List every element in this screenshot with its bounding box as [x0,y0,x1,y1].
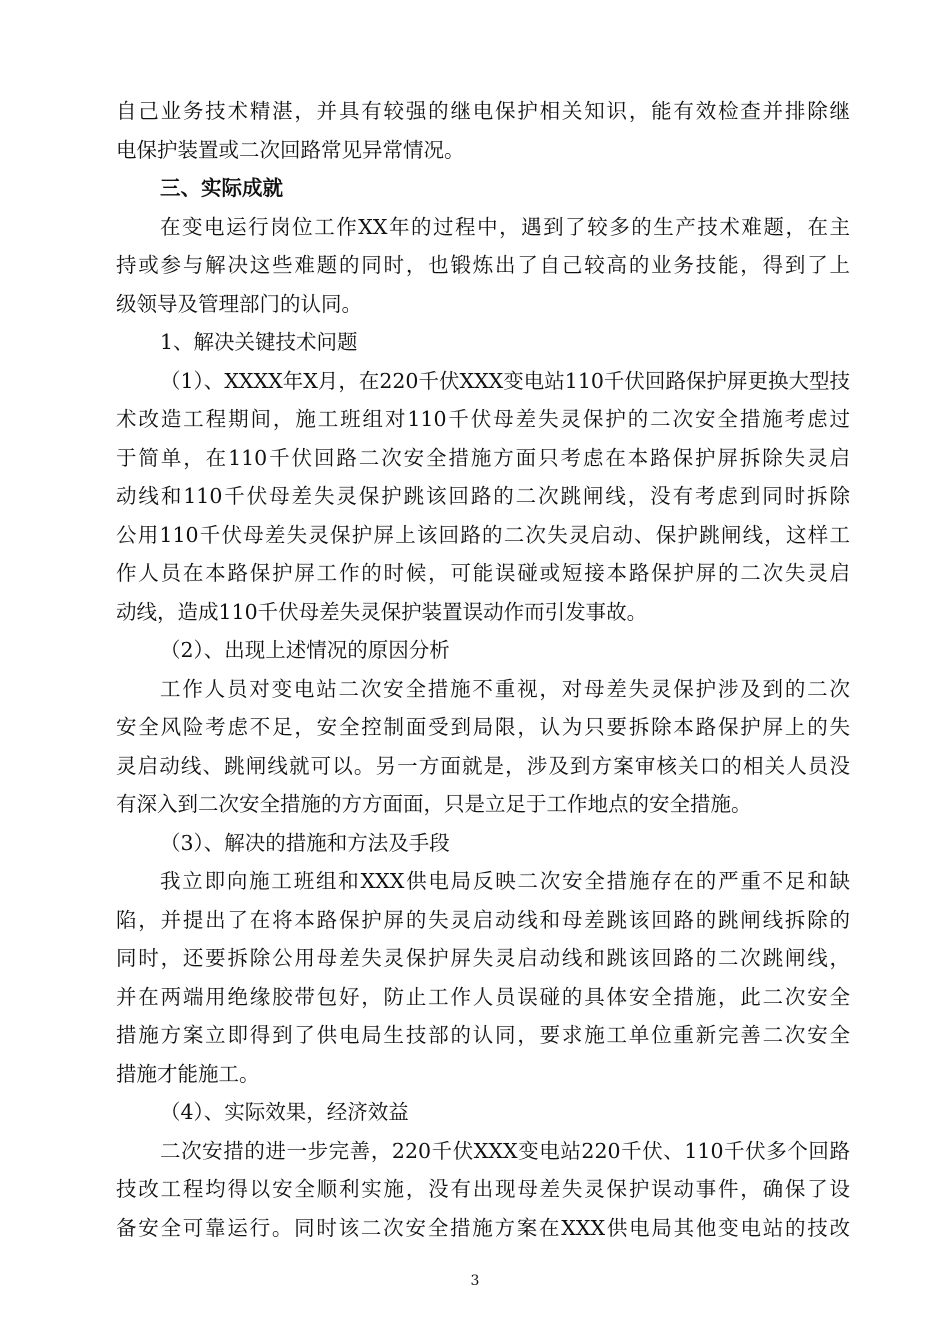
paragraph-line: 动线和110千伏母差失灵保护跳该回路的二次跳闸线，没有考虑到同时拆除 [116,484,850,508]
paragraph-line: 陷，并提出了在将本路保护屏的失灵启动线和母差跳该回路的跳闸线拆除的 [116,908,850,932]
paragraph-line: 自己业务技术精湛，并具有较强的继电保护相关知识，能有效检查并排除继 [116,99,850,123]
paragraph-line: 于简单，在110千伏回路二次安全措施方面只考虑在本路保护屏拆除失灵启 [116,446,850,470]
paragraph-line: 我立即向施工班组和XXX供电局反映二次安全措施存在的严重不足和缺 [160,869,850,893]
paragraph-line: 工作人员对变电站二次安全措施不重视，对母差失灵保护涉及到的二次 [160,677,850,701]
paragraph-line: 公用110千伏母差失灵保护屏上该回路的二次失灵启动、保护跳闸线，这样工 [116,523,850,547]
paragraph-line: 技改工程均得以安全顺利实施，没有出现母差失灵保护误动事件，确保了设 [116,1177,850,1201]
paragraph-line: 措施才能施工。 [116,1062,260,1086]
paragraph-line: （1）、XXXX年X月，在220千伏XXX变电站110千伏回路保护屏更换大型技 [160,369,850,393]
paragraph-line: 灵启动线、跳闸线就可以。另一方面就是，涉及到方案审核关口的相关人员没 [116,754,850,778]
paragraph-line: 并在两端用绝缘胶带包好，防止工作人员误碰的具体安全措施，此二次安全 [116,985,850,1009]
paragraph-line: 动线，造成110千伏母差失灵保护装置误动作而引发事故。 [116,600,648,624]
subsection-heading: 1、解决关键技术问题 [160,330,358,354]
paragraph-line: 电保护装置或二次回路常见异常情况。 [116,138,465,162]
paragraph-line: 二次安措的进一步完善，220千伏XXX变电站220千伏、110千伏多个回路 [160,1139,850,1163]
subsection-heading: （2）、出现上述情况的原因分析 [160,638,450,662]
paragraph-line: 术改造工程期间，施工班组对110千伏母差失灵保护的二次安全措施考虑过 [116,407,850,431]
paragraph-line: 备安全可靠运行。同时该二次安全措施方案在XXX供电局其他变电站的技改 [116,1216,850,1240]
paragraph-line: 作人员在本路保护屏工作的时候，可能误碰或短接本路保护屏的二次失灵启 [116,561,850,585]
paragraph-line: 同时，还要拆除公用母差失灵保护屏失灵启动线和跳该回路的二次跳闸线， [116,946,850,970]
subsection-heading: （4）、实际效果，经济效益 [160,1100,409,1124]
paragraph-line: 级领导及管理部门的认同。 [116,292,362,316]
paragraph-line: 在变电运行岗位工作XX年的过程中，遇到了较多的生产技术难题，在主 [160,215,850,239]
subsection-heading: （3）、解决的措施和方法及手段 [160,831,450,855]
section-heading: 三、实际成就 [160,176,283,200]
page-number: 3 [470,1273,480,1289]
paragraph-line: 安全风险考虑不足，安全控制面受到局限，认为只要拆除本路保护屏上的失 [116,715,850,739]
paragraph-line: 持或参与解决这些难题的同时，也锻炼出了自己较高的业务技能，得到了上 [116,253,850,277]
paragraph-line: 有深入到二次安全措施的方方面面，只是立足于工作地点的安全措施。 [116,792,752,816]
paragraph-line: 措施方案立即得到了供电局生技部的认同，要求施工单位重新完善二次安全 [116,1023,850,1047]
